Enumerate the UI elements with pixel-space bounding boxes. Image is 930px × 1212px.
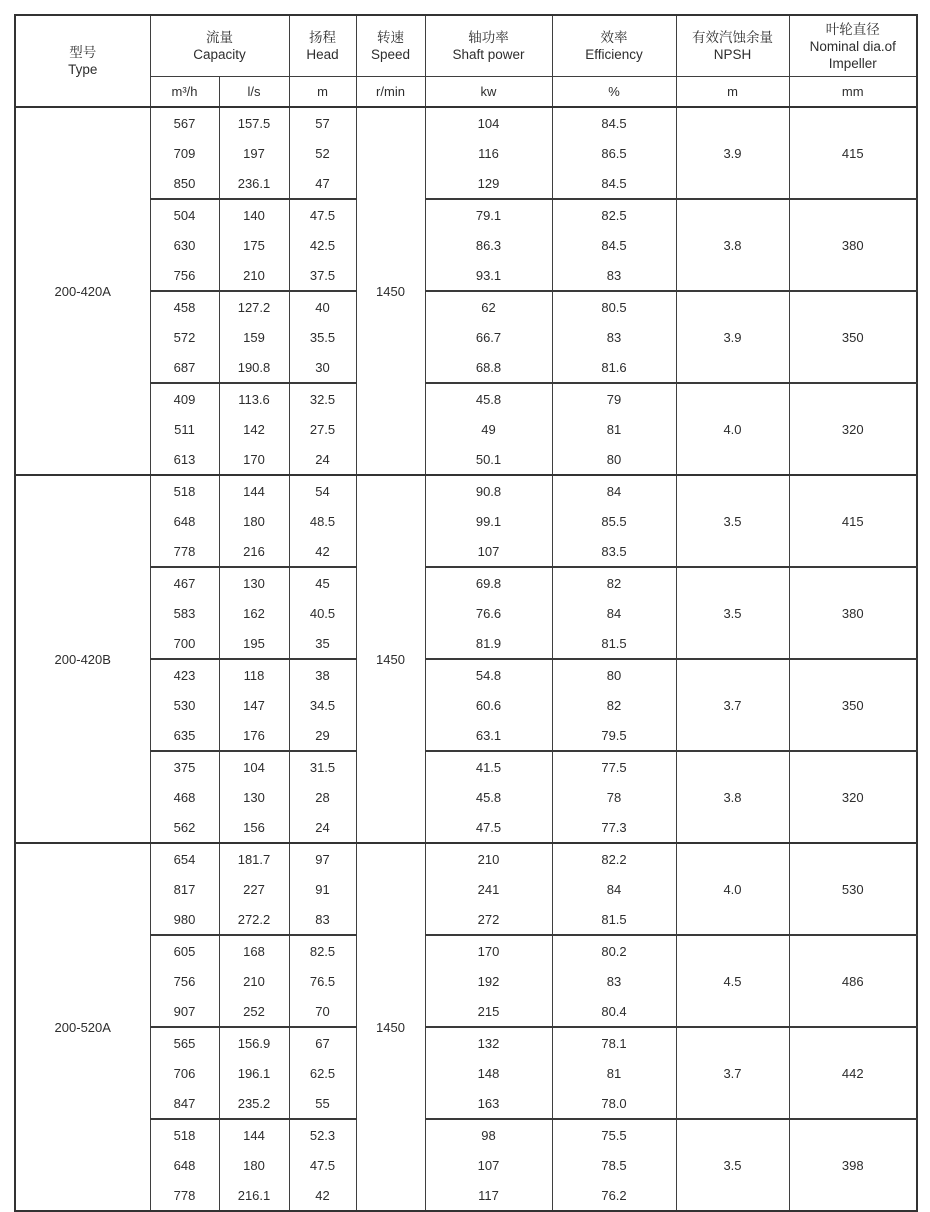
cell-shaft-power: 116 [425,138,552,168]
header-efficiency-zh: 效率 [600,30,628,45]
header-row-labels [15,15,917,77]
cell-capacity-ls: 170 [219,444,289,475]
cell-capacity-ls: 210 [219,260,289,291]
cell-efficiency: 80 [552,659,676,690]
cell-head: 31.5 [289,751,356,782]
cell-npsh: 4.0 [676,383,789,475]
unit-npsh: m [676,77,789,108]
cell-npsh: 4.5 [676,935,789,1027]
cell-efficiency: 79 [552,383,676,414]
cell-capacity-ls: 236.1 [219,168,289,199]
cell-head: 82.5 [289,935,356,966]
unit-shaft-power: kw [425,77,552,108]
cell-head: 97 [289,843,356,874]
cell-head: 42.5 [289,230,356,260]
cell-capacity-m3h: 635 [150,720,219,751]
table-row [15,843,917,874]
cell-capacity-ls: 252 [219,996,289,1027]
cell-capacity-ls: 197 [219,138,289,168]
cell-capacity-ls: 181.7 [219,843,289,874]
cell-capacity-m3h: 654 [150,843,219,874]
cell-capacity-m3h: 648 [150,506,219,536]
cell-impeller-dia: 415 [789,107,917,199]
cell-shaft-power: 210 [425,843,552,874]
cell-efficiency: 84.5 [552,107,676,138]
cell-shaft-power: 98 [425,1119,552,1150]
cell-efficiency: 85.5 [552,506,676,536]
cell-capacity-m3h: 778 [150,536,219,567]
cell-speed: 1450 [356,475,425,843]
cell-efficiency: 75.5 [552,1119,676,1150]
cell-npsh: 3.7 [676,659,789,751]
cell-impeller-dia: 486 [789,935,917,1027]
header-impeller [789,15,917,77]
cell-shaft-power: 129 [425,168,552,199]
cell-npsh: 3.8 [676,751,789,843]
cell-capacity-m3h: 700 [150,628,219,659]
table-row [15,107,917,138]
cell-npsh: 3.5 [676,475,789,567]
cell-capacity-ls: 168 [219,935,289,966]
cell-shaft-power: 54.8 [425,659,552,690]
cell-shaft-power: 62 [425,291,552,322]
unit-capacity-m3h: m³/h [150,77,219,108]
header-shaft-power [425,15,552,77]
table-row [15,383,917,414]
cell-efficiency: 84 [552,475,676,506]
cell-capacity-m3h: 468 [150,782,219,812]
cell-capacity-m3h: 504 [150,199,219,230]
cell-capacity-ls: 162 [219,598,289,628]
cell-capacity-ls: 130 [219,567,289,598]
cell-head: 67 [289,1027,356,1058]
cell-head: 48.5 [289,506,356,536]
cell-shaft-power: 86.3 [425,230,552,260]
header-speed-zh: 转速 [377,30,404,45]
cell-npsh: 3.9 [676,291,789,383]
cell-shaft-power: 241 [425,874,552,904]
cell-efficiency: 83.5 [552,536,676,567]
cell-shaft-power: 192 [425,966,552,996]
cell-shaft-power: 60.6 [425,690,552,720]
table-row [15,475,917,506]
table-row [15,659,917,690]
cell-capacity-m3h: 613 [150,444,219,475]
cell-efficiency: 78.0 [552,1088,676,1119]
cell-capacity-m3h: 709 [150,138,219,168]
cell-head: 24 [289,812,356,843]
cell-shaft-power: 63.1 [425,720,552,751]
cell-capacity-ls: 130 [219,782,289,812]
cell-impeller-dia: 350 [789,291,917,383]
cell-impeller-dia: 442 [789,1027,917,1119]
cell-efficiency: 82 [552,690,676,720]
cell-efficiency: 81 [552,414,676,444]
cell-capacity-ls: 159 [219,322,289,352]
cell-shaft-power: 117 [425,1180,552,1211]
cell-head: 47.5 [289,199,356,230]
cell-impeller-dia: 320 [789,751,917,843]
cell-capacity-m3h: 907 [150,996,219,1027]
cell-capacity-ls: 127.2 [219,291,289,322]
cell-head: 40.5 [289,598,356,628]
cell-capacity-m3h: 630 [150,230,219,260]
cell-head: 45 [289,567,356,598]
header-impeller-en: Nominal dia.of Impeller [809,38,896,71]
header-head [289,15,356,77]
cell-speed: 1450 [356,843,425,1211]
cell-efficiency: 84.5 [552,230,676,260]
cell-capacity-ls: 144 [219,1119,289,1150]
cell-capacity-m3h: 756 [150,260,219,291]
cell-capacity-ls: 176 [219,720,289,751]
header-capacity-zh: 流量 [206,30,233,45]
cell-efficiency: 80.5 [552,291,676,322]
cell-impeller-dia: 415 [789,475,917,567]
cell-capacity-m3h: 518 [150,475,219,506]
cell-head: 76.5 [289,966,356,996]
unit-efficiency: % [552,77,676,108]
unit-head: m [289,77,356,108]
cell-capacity-ls: 118 [219,659,289,690]
cell-shaft-power: 66.7 [425,322,552,352]
cell-head: 40 [289,291,356,322]
header-npsh [676,15,789,77]
cell-head: 62.5 [289,1058,356,1088]
cell-capacity-m3h: 850 [150,168,219,199]
cell-speed: 1450 [356,107,425,475]
table-header [15,15,917,107]
cell-capacity-m3h: 778 [150,1180,219,1211]
cell-efficiency: 84 [552,598,676,628]
cell-capacity-m3h: 605 [150,935,219,966]
cell-head: 57 [289,107,356,138]
cell-head: 47.5 [289,1150,356,1180]
cell-capacity-m3h: 409 [150,383,219,414]
cell-efficiency: 80 [552,444,676,475]
cell-efficiency: 78.5 [552,1150,676,1180]
cell-shaft-power: 45.8 [425,383,552,414]
header-speed [356,15,425,77]
cell-head: 54 [289,475,356,506]
cell-capacity-ls: 157.5 [219,107,289,138]
unit-impeller: mm [789,77,917,108]
cell-efficiency: 83 [552,322,676,352]
cell-efficiency: 84 [552,874,676,904]
cell-capacity-m3h: 687 [150,352,219,383]
cell-capacity-ls: 156 [219,812,289,843]
cell-head: 52 [289,138,356,168]
header-impeller-zh: 叶轮直径 [825,21,880,37]
cell-impeller-dia: 380 [789,567,917,659]
cell-shaft-power: 163 [425,1088,552,1119]
header-npsh-zh: 有效汽蚀余量 [692,30,773,45]
cell-capacity-ls: 196.1 [219,1058,289,1088]
cell-efficiency: 80.4 [552,996,676,1027]
cell-type: 200-420B [15,475,150,843]
cell-efficiency: 82.2 [552,843,676,874]
table-row [15,1119,917,1150]
cell-capacity-m3h: 648 [150,1150,219,1180]
cell-capacity-m3h: 518 [150,1119,219,1150]
header-type-zh: 型号 [69,45,97,60]
header-efficiency-en: Efficiency [585,47,643,62]
cell-capacity-ls: 216.1 [219,1180,289,1211]
table-row [15,1027,917,1058]
cell-efficiency: 80.2 [552,935,676,966]
table-row [15,199,917,230]
cell-efficiency: 86.5 [552,138,676,168]
cell-capacity-ls: 210 [219,966,289,996]
cell-shaft-power: 47.5 [425,812,552,843]
cell-shaft-power: 99.1 [425,506,552,536]
cell-head: 24 [289,444,356,475]
cell-shaft-power: 49 [425,414,552,444]
cell-efficiency: 81.5 [552,904,676,935]
cell-capacity-ls: 104 [219,751,289,782]
table-body [15,107,917,1211]
cell-head: 38 [289,659,356,690]
cell-capacity-m3h: 511 [150,414,219,444]
cell-type: 200-520A [15,843,150,1211]
cell-efficiency: 83 [552,260,676,291]
cell-head: 35.5 [289,322,356,352]
cell-shaft-power: 79.1 [425,199,552,230]
cell-capacity-m3h: 423 [150,659,219,690]
cell-shaft-power: 41.5 [425,751,552,782]
cell-shaft-power: 45.8 [425,782,552,812]
header-type [15,15,150,107]
cell-head: 42 [289,536,356,567]
cell-efficiency: 82.5 [552,199,676,230]
cell-npsh: 3.5 [676,1119,789,1211]
cell-head: 34.5 [289,690,356,720]
cell-shaft-power: 148 [425,1058,552,1088]
cell-capacity-m3h: 847 [150,1088,219,1119]
cell-head: 47 [289,168,356,199]
cell-shaft-power: 69.8 [425,567,552,598]
cell-capacity-ls: 216 [219,536,289,567]
cell-capacity-m3h: 375 [150,751,219,782]
cell-capacity-m3h: 756 [150,966,219,996]
cell-efficiency: 77.5 [552,751,676,782]
cell-capacity-m3h: 562 [150,812,219,843]
cell-impeller-dia: 320 [789,383,917,475]
cell-efficiency: 83 [552,966,676,996]
spec-sheet [14,14,918,1212]
header-row-units [15,77,917,108]
cell-impeller-dia: 380 [789,199,917,291]
cell-head: 91 [289,874,356,904]
cell-impeller-dia: 350 [789,659,917,751]
cell-efficiency: 79.5 [552,720,676,751]
cell-npsh: 3.7 [676,1027,789,1119]
cell-efficiency: 81.5 [552,628,676,659]
header-npsh-en: NPSH [713,47,752,62]
unit-speed: r/min [356,77,425,108]
cell-shaft-power: 215 [425,996,552,1027]
cell-capacity-ls: 142 [219,414,289,444]
cell-shaft-power: 68.8 [425,352,552,383]
cell-efficiency: 78.1 [552,1027,676,1058]
header-capacity [150,15,289,77]
cell-efficiency: 77.3 [552,812,676,843]
cell-shaft-power: 132 [425,1027,552,1058]
cell-head: 32.5 [289,383,356,414]
cell-head: 28 [289,782,356,812]
cell-capacity-ls: 156.9 [219,1027,289,1058]
cell-head: 30 [289,352,356,383]
cell-head: 52.3 [289,1119,356,1150]
cell-impeller-dia: 530 [789,843,917,935]
cell-efficiency: 76.2 [552,1180,676,1211]
header-speed-en: Speed [370,47,411,62]
cell-capacity-m3h: 567 [150,107,219,138]
cell-shaft-power: 50.1 [425,444,552,475]
cell-capacity-m3h: 980 [150,904,219,935]
cell-npsh: 3.9 [676,107,789,199]
cell-shaft-power: 107 [425,1150,552,1180]
table-row [15,291,917,322]
cell-capacity-ls: 140 [219,199,289,230]
cell-capacity-ls: 272.2 [219,904,289,935]
cell-capacity-ls: 175 [219,230,289,260]
cell-npsh: 3.5 [676,567,789,659]
unit-capacity-ls: l/s [219,77,289,108]
header-head-en: Head [306,47,339,62]
pump-spec-table [14,14,918,1212]
cell-capacity-ls: 147 [219,690,289,720]
cell-shaft-power: 107 [425,536,552,567]
cell-head: 29 [289,720,356,751]
cell-capacity-ls: 190.8 [219,352,289,383]
cell-efficiency: 78 [552,782,676,812]
cell-shaft-power: 272 [425,904,552,935]
cell-capacity-ls: 113.6 [219,383,289,414]
cell-capacity-m3h: 572 [150,322,219,352]
header-head-zh: 扬程 [309,30,336,45]
cell-type: 200-420A [15,107,150,475]
cell-shaft-power: 81.9 [425,628,552,659]
cell-shaft-power: 90.8 [425,475,552,506]
cell-capacity-ls: 144 [219,475,289,506]
cell-head: 35 [289,628,356,659]
cell-head: 42 [289,1180,356,1211]
cell-capacity-m3h: 706 [150,1058,219,1088]
cell-impeller-dia: 398 [789,1119,917,1211]
cell-head: 37.5 [289,260,356,291]
cell-shaft-power: 170 [425,935,552,966]
cell-npsh: 4.0 [676,843,789,935]
cell-capacity-ls: 235.2 [219,1088,289,1119]
cell-head: 55 [289,1088,356,1119]
header-shaft-power-zh: 轴功率 [468,30,509,45]
cell-capacity-m3h: 530 [150,690,219,720]
cell-efficiency: 82 [552,567,676,598]
header-capacity-en: Capacity [193,47,246,62]
cell-head: 70 [289,996,356,1027]
cell-capacity-ls: 227 [219,874,289,904]
table-row [15,935,917,966]
cell-capacity-ls: 195 [219,628,289,659]
cell-shaft-power: 93.1 [425,260,552,291]
header-efficiency [552,15,676,77]
cell-capacity-ls: 180 [219,1150,289,1180]
cell-capacity-m3h: 565 [150,1027,219,1058]
table-row [15,751,917,782]
cell-capacity-m3h: 467 [150,567,219,598]
cell-head: 83 [289,904,356,935]
cell-head: 27.5 [289,414,356,444]
table-row [15,567,917,598]
cell-shaft-power: 104 [425,107,552,138]
cell-capacity-m3h: 458 [150,291,219,322]
cell-capacity-ls: 180 [219,506,289,536]
cell-capacity-m3h: 583 [150,598,219,628]
cell-shaft-power: 76.6 [425,598,552,628]
cell-efficiency: 81.6 [552,352,676,383]
cell-npsh: 3.8 [676,199,789,291]
cell-efficiency: 81 [552,1058,676,1088]
cell-capacity-m3h: 817 [150,874,219,904]
header-shaft-power-en: Shaft power [452,47,525,62]
header-type-en: Type [68,62,98,77]
cell-efficiency: 84.5 [552,168,676,199]
